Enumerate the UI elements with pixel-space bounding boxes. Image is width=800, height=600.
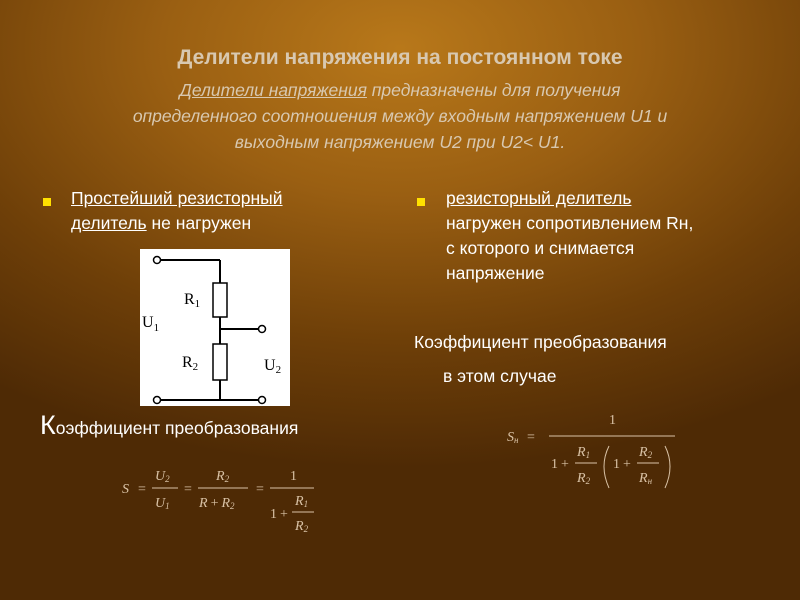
svg-text:1: 1: [613, 457, 620, 472]
formula-left: [120, 462, 340, 542]
svg-text:1: 1: [609, 413, 616, 428]
subtitle-link-term: Делители напряжения: [179, 80, 367, 100]
svg-text:1: 1: [551, 457, 558, 472]
right-coefficient-line2: в этом случае: [443, 366, 557, 386]
svg-text:=: =: [527, 430, 535, 445]
svg-text:R2: R2: [577, 471, 591, 486]
bullet-right-icon: [417, 198, 425, 206]
circuit-label-u1: $U_1$: [142, 314, 160, 334]
svg-text:1: 1: [290, 469, 297, 484]
svg-text:U2: U2: [155, 469, 170, 484]
subtitle-line1: предназначены для получения: [366, 80, 621, 100]
svg-text:U1: U1: [155, 496, 170, 511]
svg-text:R2: R2: [295, 519, 309, 534]
right-line2: нагружен сопротивлением Rн,: [446, 213, 694, 233]
svg-text:=: =: [256, 482, 264, 497]
svg-text:+: +: [623, 457, 631, 472]
circuit-label-u2: U2: [264, 357, 282, 376]
circuit-label-r2: R2: [182, 354, 199, 373]
svg-text:Rн: Rн: [639, 471, 653, 486]
left-line2-term: делитель: [71, 213, 147, 233]
svg-text:R2: R2: [216, 469, 230, 484]
right-line3: с которого и снимается: [446, 238, 635, 258]
left-coef-initial: К: [40, 410, 56, 440]
svg-text:+: +: [280, 507, 288, 522]
bullet-left-icon: [43, 198, 51, 206]
circuit-diagram: [140, 249, 290, 406]
left-coefficient-label: [40, 410, 298, 441]
subtitle-line3: выходным напряжением U2 при U2< U1.: [234, 132, 566, 152]
svg-text:S: S: [122, 482, 129, 497]
svg-text:R1: R1: [577, 445, 591, 460]
svg-text:R2: R2: [639, 445, 653, 460]
slide-subtitle: [40, 77, 760, 155]
subtitle-line2: определенного соотношения между входным напряжением U1 и: [132, 106, 668, 126]
svg-text:Sн: Sн: [507, 430, 519, 445]
svg-text:=: =: [138, 482, 146, 497]
svg-text:+: +: [561, 457, 569, 472]
slide-title: Делители напряжения на постоянном токе: [177, 46, 623, 69]
left-bullet-text: [71, 186, 283, 236]
right-line4: напряжение: [446, 263, 545, 283]
circuit-label-r1: R1: [184, 291, 201, 310]
right-coefficient-line1: Коэффициент преобразования: [414, 332, 667, 352]
left-line1: Простейший резисторный: [71, 188, 283, 208]
right-line1: резисторный делитель: [446, 188, 632, 208]
svg-text:=: =: [184, 482, 192, 497]
svg-text:R+R2: R + R2: [199, 496, 235, 511]
right-bullet-text: [446, 186, 693, 286]
left-line2-rest: не нагружен: [146, 213, 252, 233]
left-coef-rest: оэффициент преобразования: [55, 418, 299, 438]
svg-text:R1: R1: [295, 494, 309, 509]
svg-text:1: 1: [270, 507, 277, 522]
formula-right: [505, 408, 685, 498]
